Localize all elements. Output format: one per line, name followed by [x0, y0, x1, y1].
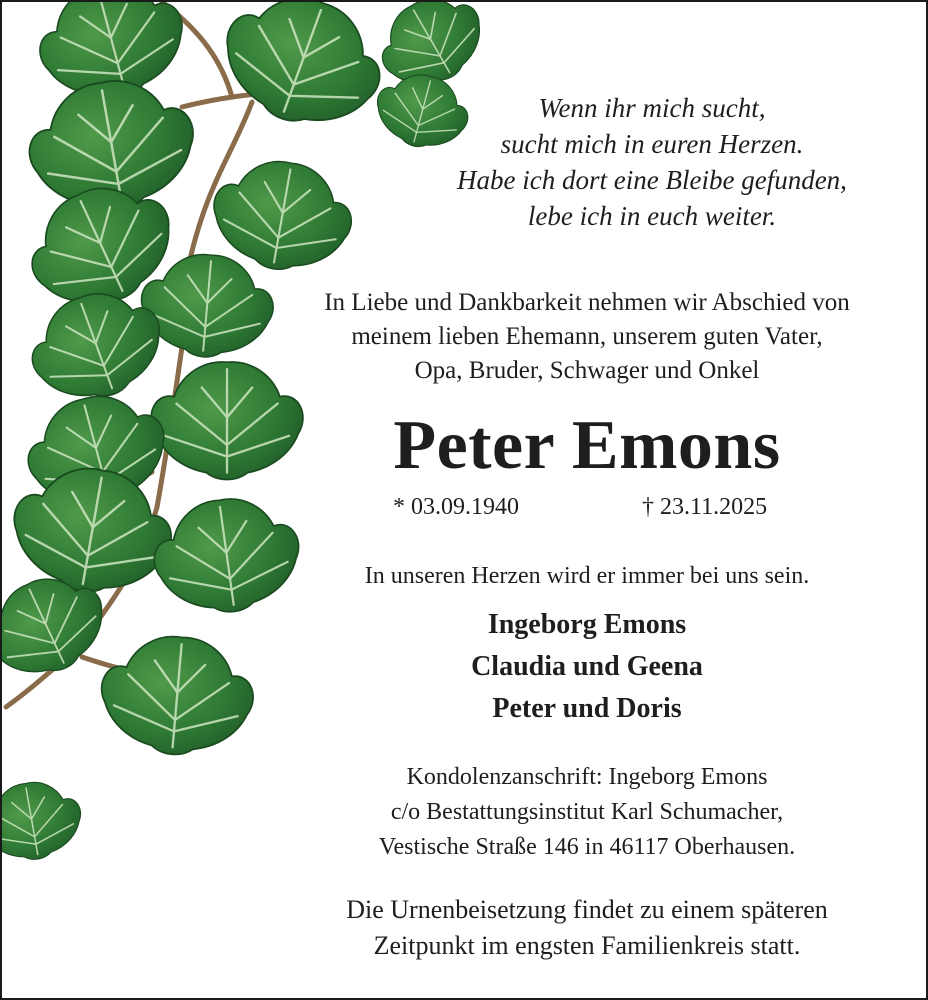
death-date: † 23.11.2025	[642, 494, 768, 520]
poem-line: Habe ich dort eine Bleibe gefunden,	[457, 165, 847, 195]
burial-notice	[272, 892, 902, 964]
address-line: Vestische Straße 146 in 46117 Oberhausen.	[378, 834, 796, 860]
burial-line: Die Urnenbeisetzung findet zu einem späteren	[346, 895, 828, 924]
poem-line: lebe ich in euch weiter.	[527, 201, 777, 231]
address-line: Kondolenzanschrift: Ingeborg Emons	[406, 764, 768, 790]
address-line: c/o Bestattungsinstitut Karl Schumacher,	[390, 799, 784, 825]
mourner-name: Peter und Doris	[492, 693, 682, 724]
mourner-name: Claudia und Geena	[471, 651, 703, 682]
mourner-name: Ingeborg Emons	[487, 609, 687, 640]
poem-line: Wenn ihr mich sucht,	[538, 93, 766, 123]
intro-line: meinem lieben Ehemann, unserem guten Vater,	[351, 323, 823, 350]
deceased-name: Peter Emons	[393, 407, 781, 484]
intro-line: In Liebe und Dankbarkeit nehmen wir Abschied von	[324, 289, 850, 316]
burial-line: Zeitpunkt im engsten Familienkreis statt.	[373, 931, 801, 960]
poem-line: sucht mich in euren Herzen.	[500, 129, 804, 159]
memorial-motto: In unseren Herzen wird er immer bei uns sein.	[364, 563, 810, 589]
farewell-intro	[272, 286, 902, 388]
life-dates	[272, 490, 902, 524]
birth-date: * 03.09.1940	[393, 494, 519, 520]
condolence-address	[272, 760, 902, 865]
mourners-list	[272, 604, 902, 730]
intro-line: Opa, Bruder, Schwager und Onkel	[414, 357, 760, 384]
memorial-poem	[412, 90, 892, 234]
